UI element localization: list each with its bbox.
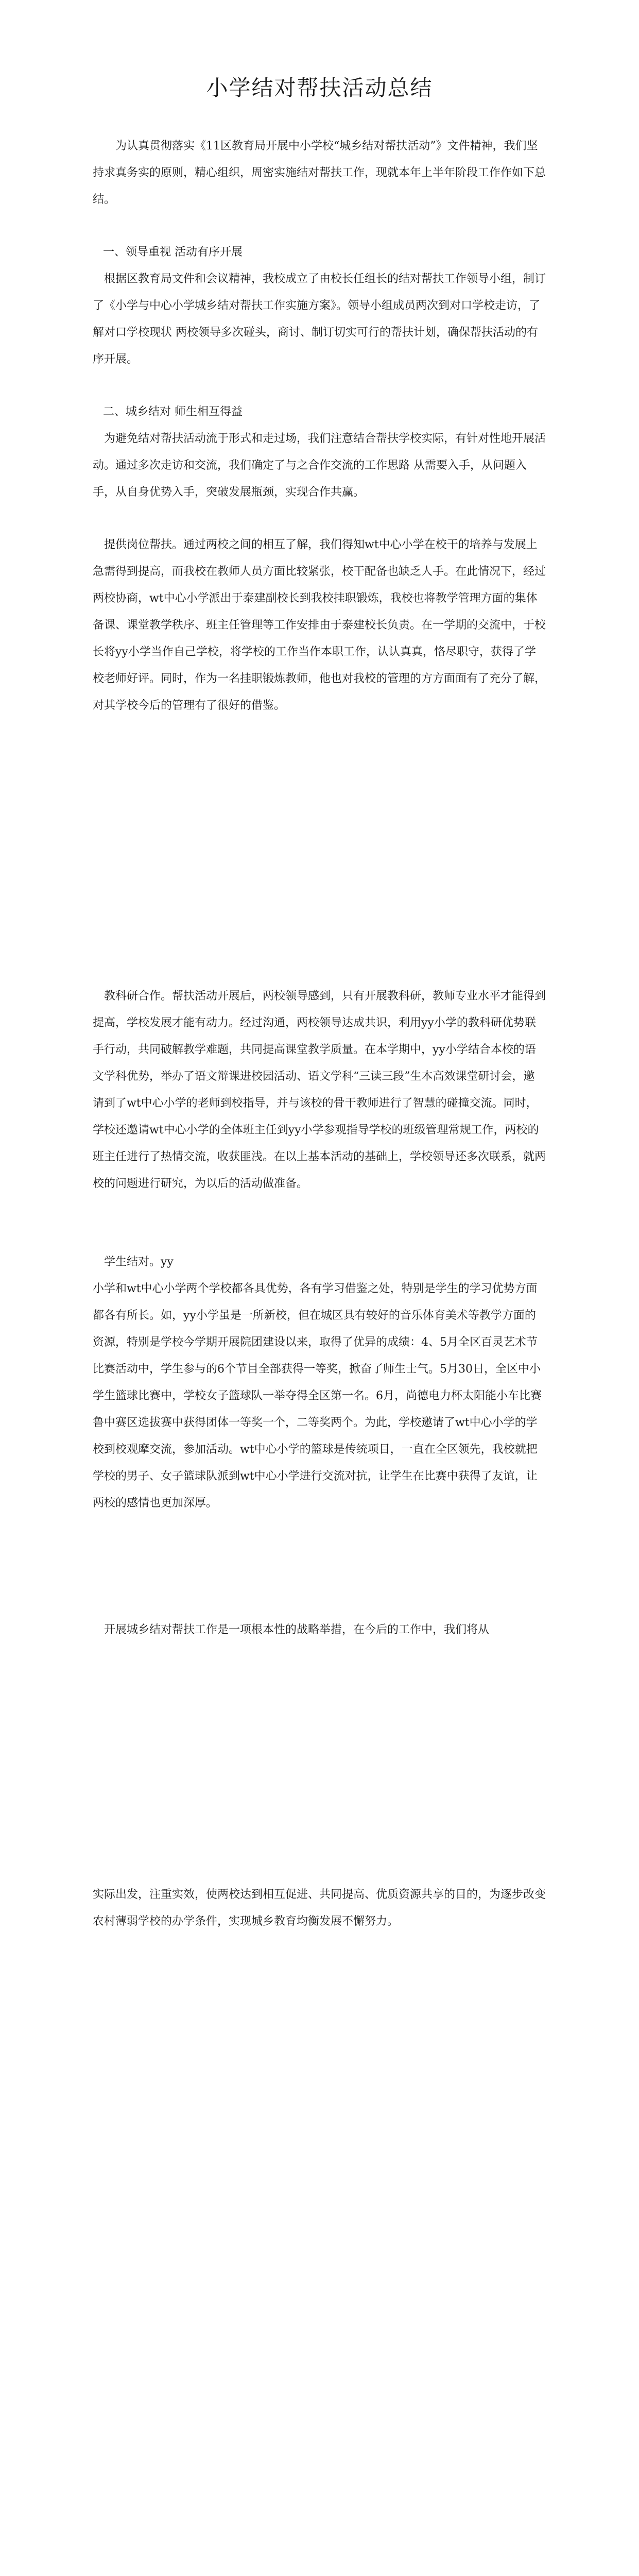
closing-paragraph-2: 实际出发，注重实效，使两校达到相互促进、共同提高、优质资源共享的目的，为逐步改变农村薄弱学校的办学条件，实现城乡教育均衡发展不懈努力。 <box>93 1888 546 1928</box>
page-title: 小学结对帮扶活动总结 <box>206 75 433 100</box>
section2-paragraph-5: 小学和wt中心小学两个学校都各具优势，各有学习借鉴之处，特别是学生的学习优势方面都各有所长。如，yy小学虽是一所新校，但在城区具有较好的音乐体育美术等教学方面的资源，特别是学校今学期开展院团建设以来，取得了优异的成绩：4、5月全区百灵艺术节比赛活动中，学生参与的6个节目全部获得一等奖，掀奋了师生士气。5月30日，全区中小学生篮球比赛中，学校女子篮球队一举夺得全区第一名。6月，尚德电力杯太阳能小车比赛鲁中赛区选拔赛中获得团体一等奖一个，二等奖两个。为此，学校邀请了wt中心小学的学校到校观摩交流，参加活动。wt中心小学的篮球是传统项目，一直在全区领先，我校就把学校的男子、女子篮球队派到wt中心小学进行交流对抗，让学生在比赛中获得了友谊，让两校的感情也更加深厚。 <box>93 1282 542 1510</box>
section2-paragraph-1: 为避免结对帮扶活动流于形式和走过场，我们注意结合帮扶学校实际，有针对性地开展活动。通过多次走访和交流，我们确定了与之合作交流的工作思路 从需要入手，从问题入手，从自身优势入手，突破发展瓶颈，实现合作共赢。 <box>93 432 546 499</box>
section2-paragraph-4: 学生结对。yy <box>104 1256 174 1268</box>
closing-paragraph-1: 开展城乡结对帮扶工作是一项根本性的战略举措，在今后的工作中，我们将从 <box>104 1623 490 1636</box>
section-heading-2: 二、城乡结对 师生相互得益 <box>103 405 243 418</box>
intro-paragraph: 为认真贯彻落实《11区教育局开展中小学校“城乡结对帮扶活动”》文件精神，我们坚持求真务实的原则，精心组织，周密实施结对帮扶工作，现就本年上半年阶段工作作如下总结。 <box>93 140 546 206</box>
section-heading-1: 一、领导重视 活动有序开展 <box>103 246 243 259</box>
section1-paragraph: 根据区教育局文件和会议精神，我校成立了由校长任组长的结对帮扶工作领导小组，制订了《小学与中心小学城乡结对帮扶工作实施方案》。领导小组成员两次到对口学校走访，了解对口学校现状 两校领导多次碰头，商讨、制订切实可行的帮扶计划，确保帮扶活动的有序开展。 <box>93 273 546 366</box>
section2-paragraph-3: 教科研合作。帮扶活动开展后，两校领导感到，只有开展教科研，教师专业水平才能得到提高，学校发展才能有动力。经过沟通，两校领导达成共识，利用yy小学的教科研优势联手行动，共同破解教学难题，共同提高课堂教学质量。在本学期中，yy小学结合本校的语文学科优势，举办了语文辩课进校园活动、语文学科“三读三段”生本高效课堂研讨会，邀请到了wt中心小学的老师到校指导，并与该校的骨干教师进行了智慧的碰撞交流。同时，学校还邀请wt中心小学的全体班主任到yy小学参观指导学校的班级管理常规工作，两校的班主任进行了热情交流，收获匪浅。在以上基本活动的基础上，学校领导还多次联系，就两校的问题进行研究，为以后的活动做准备。 <box>93 990 546 1190</box>
section2-paragraph-2: 提供岗位帮扶。通过两校之间的相互了解，我们得知wt中心小学在校干的培养与发展上急需得到提高，而我校在教师人员方面比较紧张，校干配备也缺乏人手。在此情况下，经过两校协商，wt中心小学派出于泰建副校长到我校挂职锻炼，我校也将教学管理方面的集体备课、课堂教学秩序、班主任管理等工作安排由于泰建校长负责。在一学期的交流中，于校长将yy小学当作自己学校，将学校的工作当作本职工作，认认真真，恪尽职守，获得了学校老师好评。同时，作为一名挂职锻炼教师，他也对我校的管理的方方面面有了充分了解，对其学校今后的管理有了很好的借鉴。 <box>93 538 546 712</box>
